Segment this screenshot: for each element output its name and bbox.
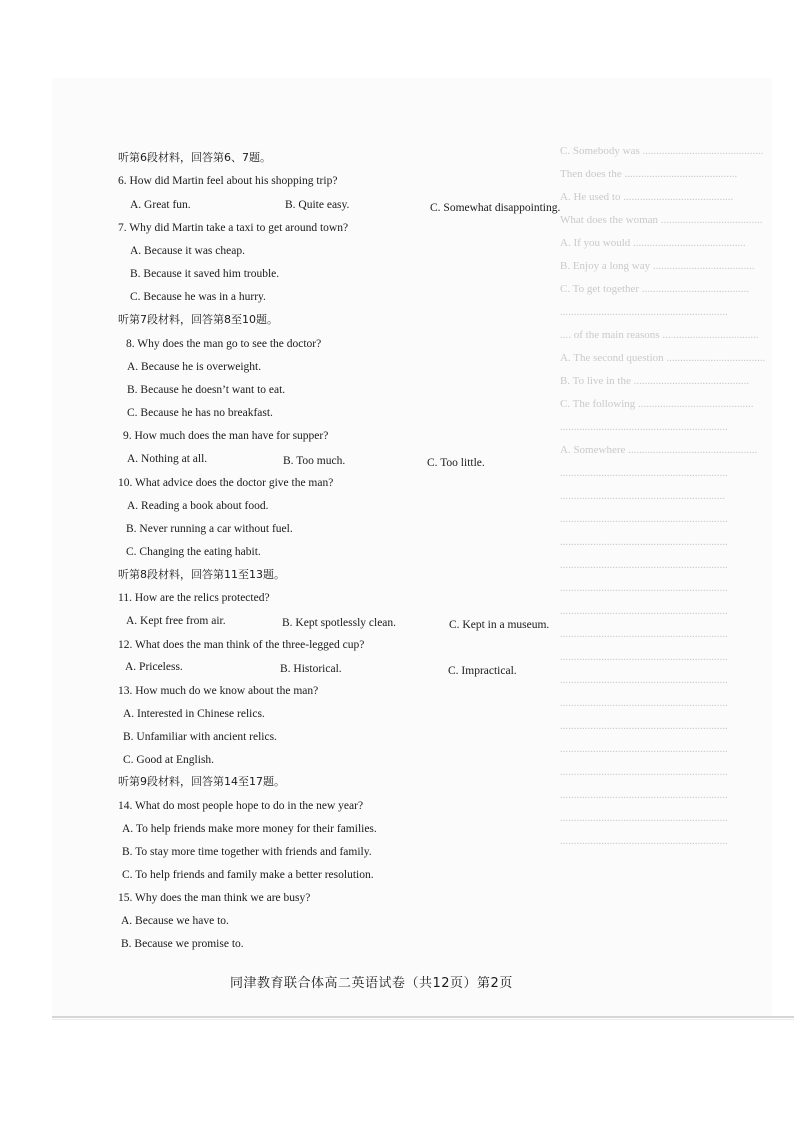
question-9: 9. How much does the man have for supper?: [123, 430, 329, 442]
page-footer: 同津教育联合体高二英语试卷（共12页）第2页: [230, 976, 513, 991]
bleed-through-text: C. Somebody was ............................................ Then does the ......................................... A. He used to ........................................ What does the woman ..................................... A. If you would ......................................... B. Enjoy a long way ..................................... C. To get together ....................................... ............................................................. .... of the main reasons ................................... A. The second question .................................... B. To live in the .......................................... C. The following .......................................... ............................................................. A. Somewhere ............................................... ............................................................. ............................................................ ............................................................. ............................................................. ............................................................. ............................................................. ............................................................. ............................................................. ............................................................. ............................................................. ............................................................. ............................................................. ............................................................. ............................................................. ............................................................. ............................................................. .............................................................: [560, 145, 766, 847]
option-8b: B. Because he doesn’t want to eat.: [127, 384, 286, 396]
question-12: 12. What does the man think of the three-legged cup?: [118, 639, 365, 651]
question-10: 10. What advice does the doctor give the man?: [118, 477, 334, 489]
option-13c: C. Good at English.: [123, 754, 215, 766]
option-14a: A. To help friends make more money for their families.: [122, 823, 377, 835]
option-11a: A. Kept free from air.: [126, 615, 226, 627]
section-heading-8: 听第8段材料，回答第11至13题。: [118, 568, 285, 581]
page-edge-shadow: [52, 1019, 794, 1020]
option-7a: A. Because it was cheap.: [130, 245, 245, 257]
option-12b: B. Historical.: [280, 663, 342, 675]
question-13: 13. How much do we know about the man?: [118, 685, 319, 697]
option-14c: C. To help friends and family make a better resolution.: [122, 869, 374, 881]
option-7b: B. Because it saved him trouble.: [130, 268, 280, 280]
option-9c: C. Too little.: [427, 457, 485, 469]
option-6b: B. Quite easy.: [285, 199, 350, 211]
option-7c: C. Because he was in a hurry.: [130, 291, 266, 303]
question-8: 8. Why does the man go to see the doctor?: [126, 338, 322, 350]
option-12c: C. Impractical.: [448, 665, 517, 677]
section-heading-9: 听第9段材料，回答第14至17题。: [118, 775, 285, 788]
option-15b: B. Because we promise to.: [121, 938, 244, 950]
question-7: 7. Why did Martin take a taxi to get around town?: [118, 222, 349, 234]
option-8c: C. Because he has no breakfast.: [127, 407, 273, 419]
option-10b: B. Never running a car without fuel.: [126, 523, 293, 535]
option-13a: A. Interested in Chinese relics.: [123, 708, 265, 720]
option-13b: B. Unfamiliar with ancient relics.: [123, 731, 277, 743]
option-15a: A. Because we have to.: [121, 915, 229, 927]
question-11: 11. How are the relics protected?: [118, 592, 270, 604]
question-6: 6. How did Martin feel about his shopping trip?: [118, 175, 338, 187]
option-14b: B. To stay more time together with friends and family.: [122, 846, 372, 858]
option-8a: A. Because he is overweight.: [127, 361, 262, 373]
option-10c: C. Changing the eating habit.: [126, 546, 261, 558]
option-6a: A. Great fun.: [130, 199, 191, 211]
option-12a: A. Priceless.: [125, 661, 183, 673]
option-11c: C. Kept in a museum.: [449, 619, 550, 631]
option-6c: C. Somewhat disappointing.: [430, 202, 561, 214]
question-15: 15. Why does the man think we are busy?: [118, 892, 311, 904]
section-heading-6: 听第6段材料，回答第6、7题。: [118, 151, 271, 164]
page-edge-line: [52, 1016, 794, 1018]
question-14: 14. What do most people hope to do in the new year?: [118, 800, 364, 812]
option-9b: B. Too much.: [283, 455, 346, 467]
section-heading-7: 听第7段材料，回答第8至10题。: [118, 313, 278, 326]
option-10a: A. Reading a book about food.: [127, 500, 269, 512]
option-9a: A. Nothing at all.: [127, 453, 208, 465]
option-11b: B. Kept spotlessly clean.: [282, 617, 397, 629]
